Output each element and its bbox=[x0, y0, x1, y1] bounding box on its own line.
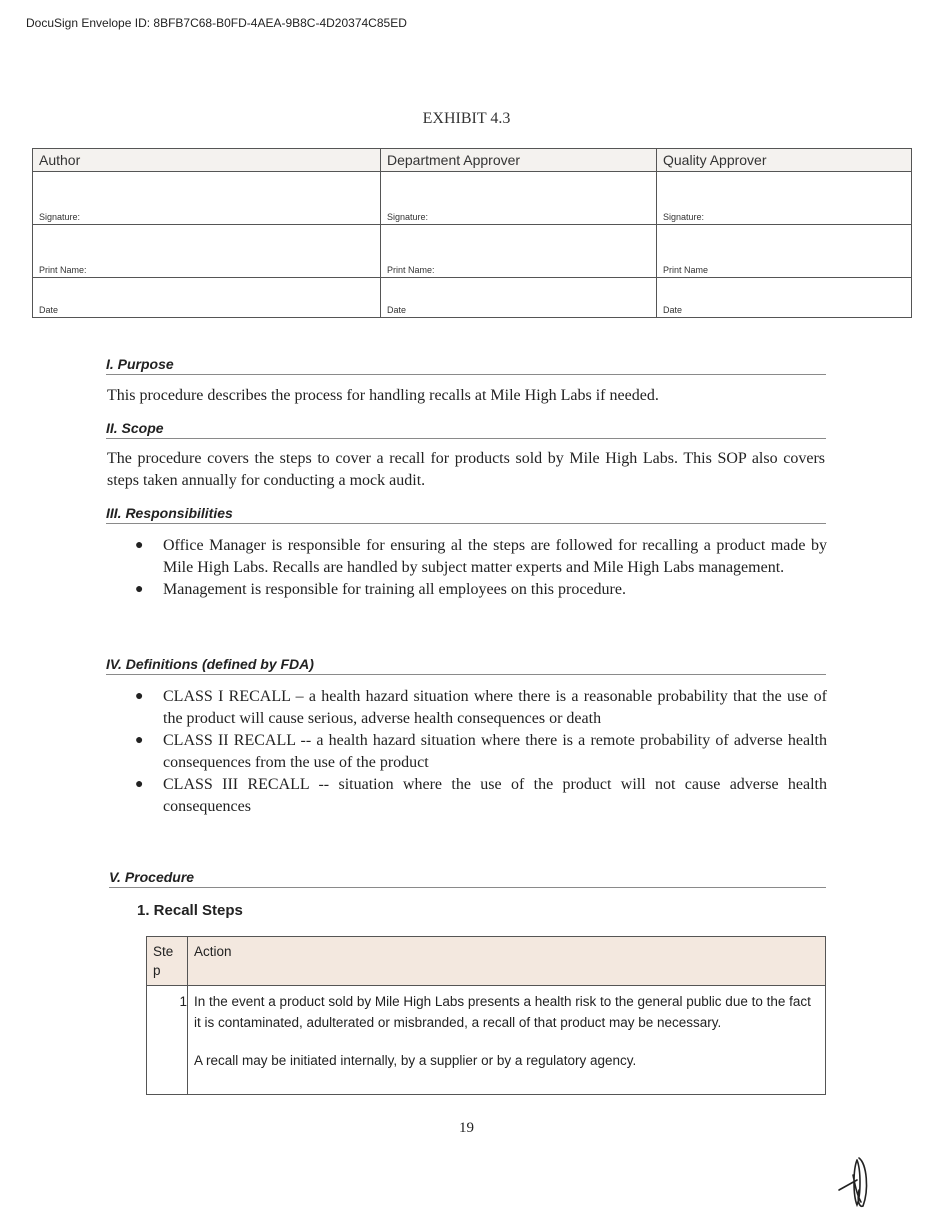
purpose-heading: I. Purpose bbox=[106, 356, 826, 375]
definitions-heading: IV. Definitions (defined by FDA) bbox=[106, 656, 826, 675]
bullet-icon: ● bbox=[135, 538, 144, 553]
table-row bbox=[147, 986, 826, 1095]
action-paragraph: In the event a product sold by Mile High Labs presents a health risk to the general public due to the fact it is contaminated, adulterated or misbranded, a recall of that product may be necessary. bbox=[194, 994, 811, 1030]
scope-text: The procedure covers the steps to cover a recall for products sold by Mile High Labs. This SOP also covers steps taken annually for conducting a mock audit. bbox=[107, 450, 825, 489]
list-item bbox=[135, 730, 827, 774]
procedure-heading: V. Procedure bbox=[109, 869, 826, 888]
approval-table bbox=[32, 148, 912, 318]
approval-header-author: Author bbox=[33, 149, 381, 172]
list-item bbox=[135, 686, 827, 730]
list-item-text: CLASS I RECALL – a health hazard situation where there is a reasonable probability that the use of the product will cause serious, adverse health consequences or death bbox=[163, 688, 827, 727]
recall-steps-table bbox=[146, 936, 826, 1095]
department-signature-field[interactable]: Signature: bbox=[381, 172, 657, 225]
page-number: 19 bbox=[459, 1120, 474, 1136]
definitions-list bbox=[107, 686, 827, 818]
list-item-text: Office Manager is responsible for ensuring al the steps are followed for recalling a product made by Mile High Labs. Recalls are handled by subject matter experts and Mile High Labs management. bbox=[163, 537, 827, 576]
quality-print-name-field[interactable]: Print Name bbox=[657, 225, 912, 278]
responsibilities-heading: III. Responsibilities bbox=[106, 505, 826, 524]
quality-date-field[interactable]: Date bbox=[657, 278, 912, 318]
action-column-header: Action bbox=[188, 937, 826, 986]
action-paragraph: A recall may be initiated internally, by a supplier or by a regulatory agency. bbox=[194, 1053, 637, 1068]
quality-signature-field[interactable]: Signature: bbox=[657, 172, 912, 225]
exhibit-title: EXHIBIT 4.3 bbox=[422, 110, 511, 127]
handwritten-initials-icon bbox=[835, 1150, 875, 1210]
author-signature-field[interactable]: Signature: bbox=[33, 172, 381, 225]
author-print-name-field[interactable]: Print Name: bbox=[33, 225, 381, 278]
bullet-icon: ● bbox=[135, 582, 144, 597]
responsibilities-list bbox=[107, 535, 827, 601]
list-item bbox=[135, 774, 827, 818]
approval-header-department: Department Approver bbox=[381, 149, 657, 172]
docusign-envelope-id: DocuSign Envelope ID: 8BFB7C68-B0FD-4AEA-9B8C-4D20374C85ED bbox=[26, 16, 407, 30]
author-date-field[interactable]: Date bbox=[33, 278, 381, 318]
bullet-icon: ● bbox=[135, 777, 144, 792]
purpose-text: This procedure describes the process for handling recalls at Mile High Labs if needed. bbox=[107, 387, 659, 404]
scope-heading: II. Scope bbox=[106, 420, 826, 439]
department-print-name-field[interactable]: Print Name: bbox=[381, 225, 657, 278]
bullet-icon: ● bbox=[135, 689, 144, 704]
approval-header-quality: Quality Approver bbox=[657, 149, 912, 172]
list-item-text: CLASS III RECALL -- situation where the use of the product will not cause adverse health consequences bbox=[163, 776, 827, 815]
list-item bbox=[135, 535, 827, 579]
recall-steps-heading: 1. Recall Steps bbox=[137, 902, 243, 919]
department-date-field[interactable]: Date bbox=[381, 278, 657, 318]
step-number: 1 bbox=[147, 986, 188, 1095]
list-item-text: CLASS II RECALL -- a health hazard situation where there is a remote probability of adverse health consequences from the use of the product bbox=[163, 732, 827, 771]
list-item bbox=[135, 579, 827, 601]
step-column-header: Ste p bbox=[147, 937, 188, 986]
bullet-icon: ● bbox=[135, 733, 144, 748]
list-item-text: Management is responsible for training all employees on this procedure. bbox=[163, 581, 626, 598]
step-action bbox=[188, 986, 826, 1095]
